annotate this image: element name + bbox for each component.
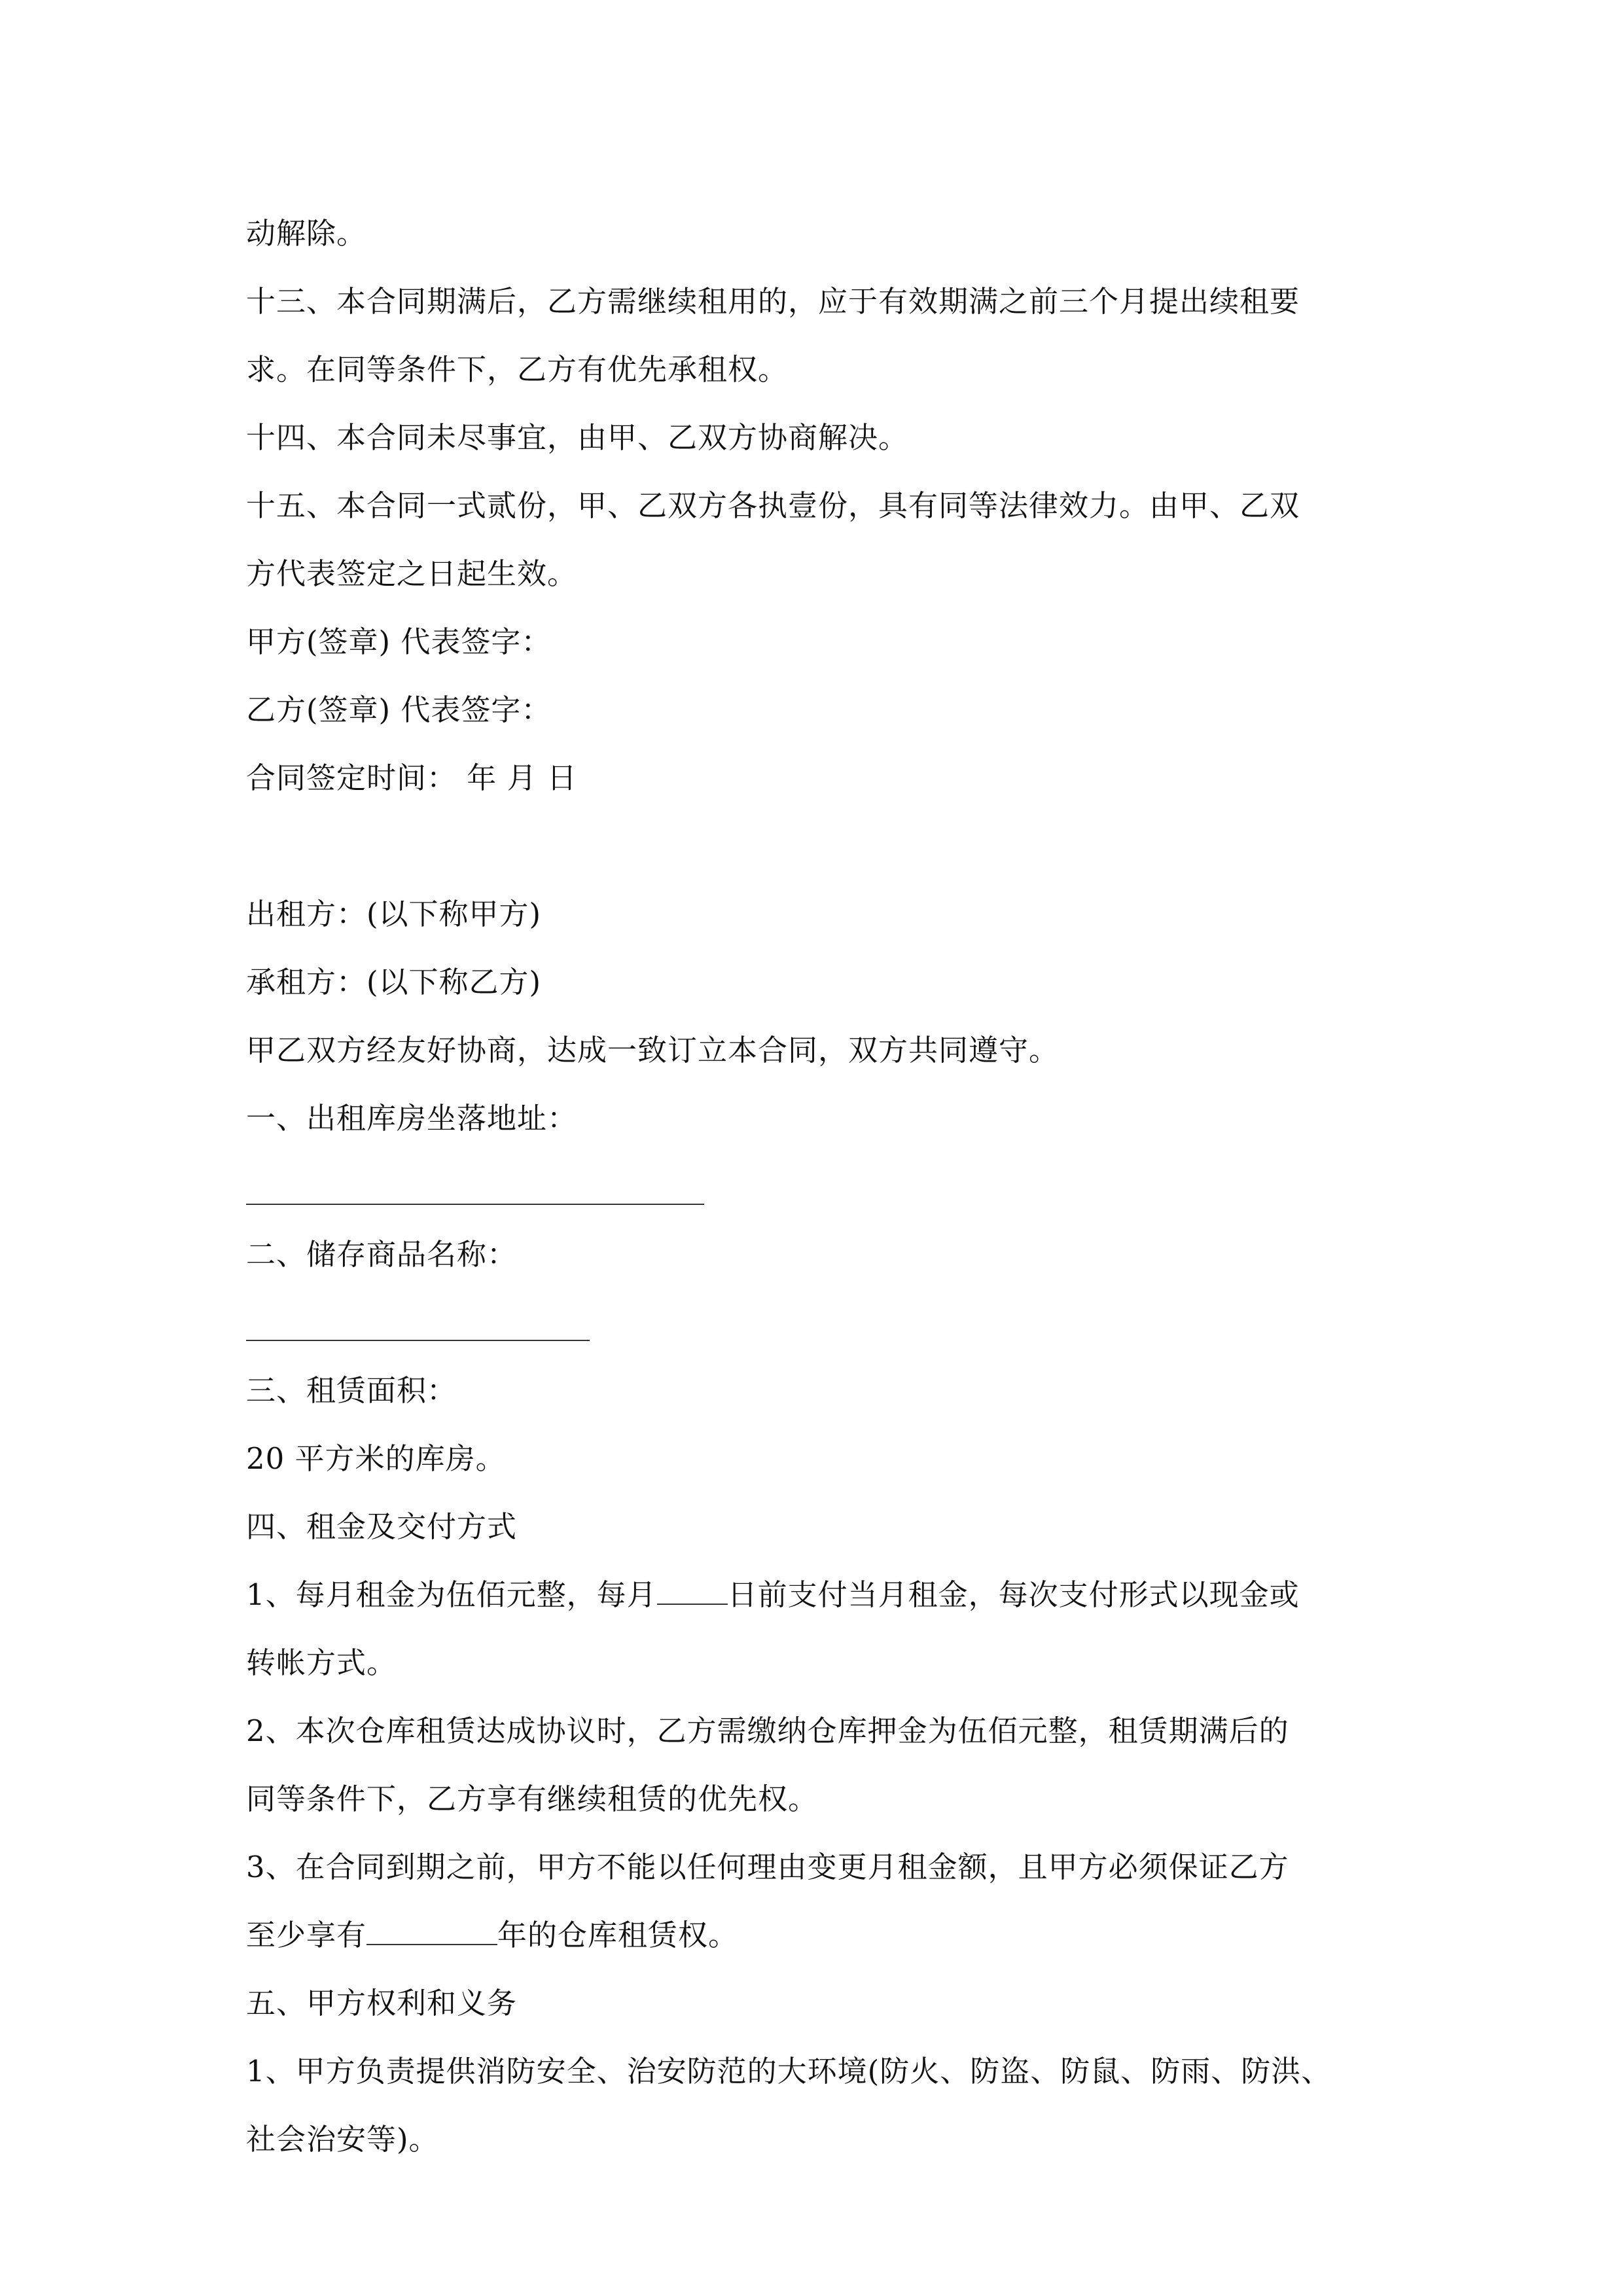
party-a-signature: 甲方(签章) 代表签字： (246, 624, 552, 659)
signing-date: 合同签定时间： 年 月 日 (246, 761, 577, 795)
section-2-heading: 二、储存商品名称： (246, 1237, 518, 1272)
clause-13-line-1: 十三、本合同期满后，乙方需继续租用的，应于有效期满之前三个月提出续租要 (246, 284, 1300, 319)
term-text-after-blank: 年的仓库租赁权。 (497, 1918, 739, 1952)
rent-text-after-blank: 日前支付当月租金，每次支付形式以现金或 (727, 1577, 1300, 1612)
section-3-heading: 三、租赁面积： (246, 1373, 457, 1408)
lessor-duty-1-line-2: 社会治安等)。 (246, 2122, 439, 2157)
underline (246, 1204, 704, 1205)
rent-clause-3-line-2 (246, 1901, 1393, 1969)
section-spacer (246, 812, 1393, 880)
rent-clause-1-line-2: 转帐方式。 (246, 1645, 397, 1680)
rent-clause-2-line-2: 同等条件下，乙方享有继续租赁的优先权。 (246, 1782, 819, 1816)
lessee-line: 承租方：(以下称乙方) (246, 965, 542, 999)
party-b-signature: 乙方(签章) 代表签字： (246, 692, 552, 727)
rent-clause-2-line-1: 2、本次仓库租赁达成协议时，乙方需缴纳仓库押金为伍佰元整，租赁期满后的 (246, 1713, 1289, 1748)
address-fill-line (246, 1153, 1393, 1221)
section-1-heading: 一、出租库房坐落地址： (246, 1101, 578, 1136)
term-years-blank (366, 1922, 497, 1945)
clause-14: 十四、本合同未尽事宜，由甲、乙双方协商解决。 (246, 420, 909, 455)
clause-13-line-2: 求。在同等条件下，乙方有优先承租权。 (246, 352, 789, 387)
clause-15-line-2: 方代表签定之日起生效。 (246, 556, 578, 591)
agreement-intro: 甲乙双方经友好协商，达成一致订立本合同，双方共同遵守。 (246, 1033, 1060, 1067)
clause-15-line-1: 十五、本合同一式贰份，甲、乙双方各执壹份，具有同等法律效力。由甲、乙双 (246, 488, 1300, 523)
section-4-heading: 四、租金及交付方式 (246, 1509, 518, 1544)
rent-clause-1-line-1 (246, 1561, 1393, 1629)
text-line: 动解除。 (246, 216, 367, 251)
goods-fill-line (246, 1289, 1393, 1357)
underline (246, 1340, 590, 1341)
term-text-before-blank: 至少享有 (246, 1918, 367, 1952)
document-body (246, 200, 1393, 2174)
lessor-line: 出租方：(以下称甲方) (246, 897, 542, 931)
lessor-duty-1-line-1: 1、甲方负责提供消防安全、治安防范的大环境(防火、防盗、防鼠、防雨、防洪、 (246, 2054, 1332, 2089)
section-5-heading: 五、甲方权利和义务 (246, 1986, 518, 2020)
area-text: 20 平方米的库房。 (246, 1441, 506, 1476)
rent-text-before-blank: 1、每月租金为伍佰元整，每月 (246, 1577, 657, 1612)
rent-clause-3-line-1: 3、在合同到期之前，甲方不能以任何理由变更月租金额，且甲方必须保证乙方 (246, 1850, 1289, 1884)
payment-day-blank (657, 1581, 728, 1605)
